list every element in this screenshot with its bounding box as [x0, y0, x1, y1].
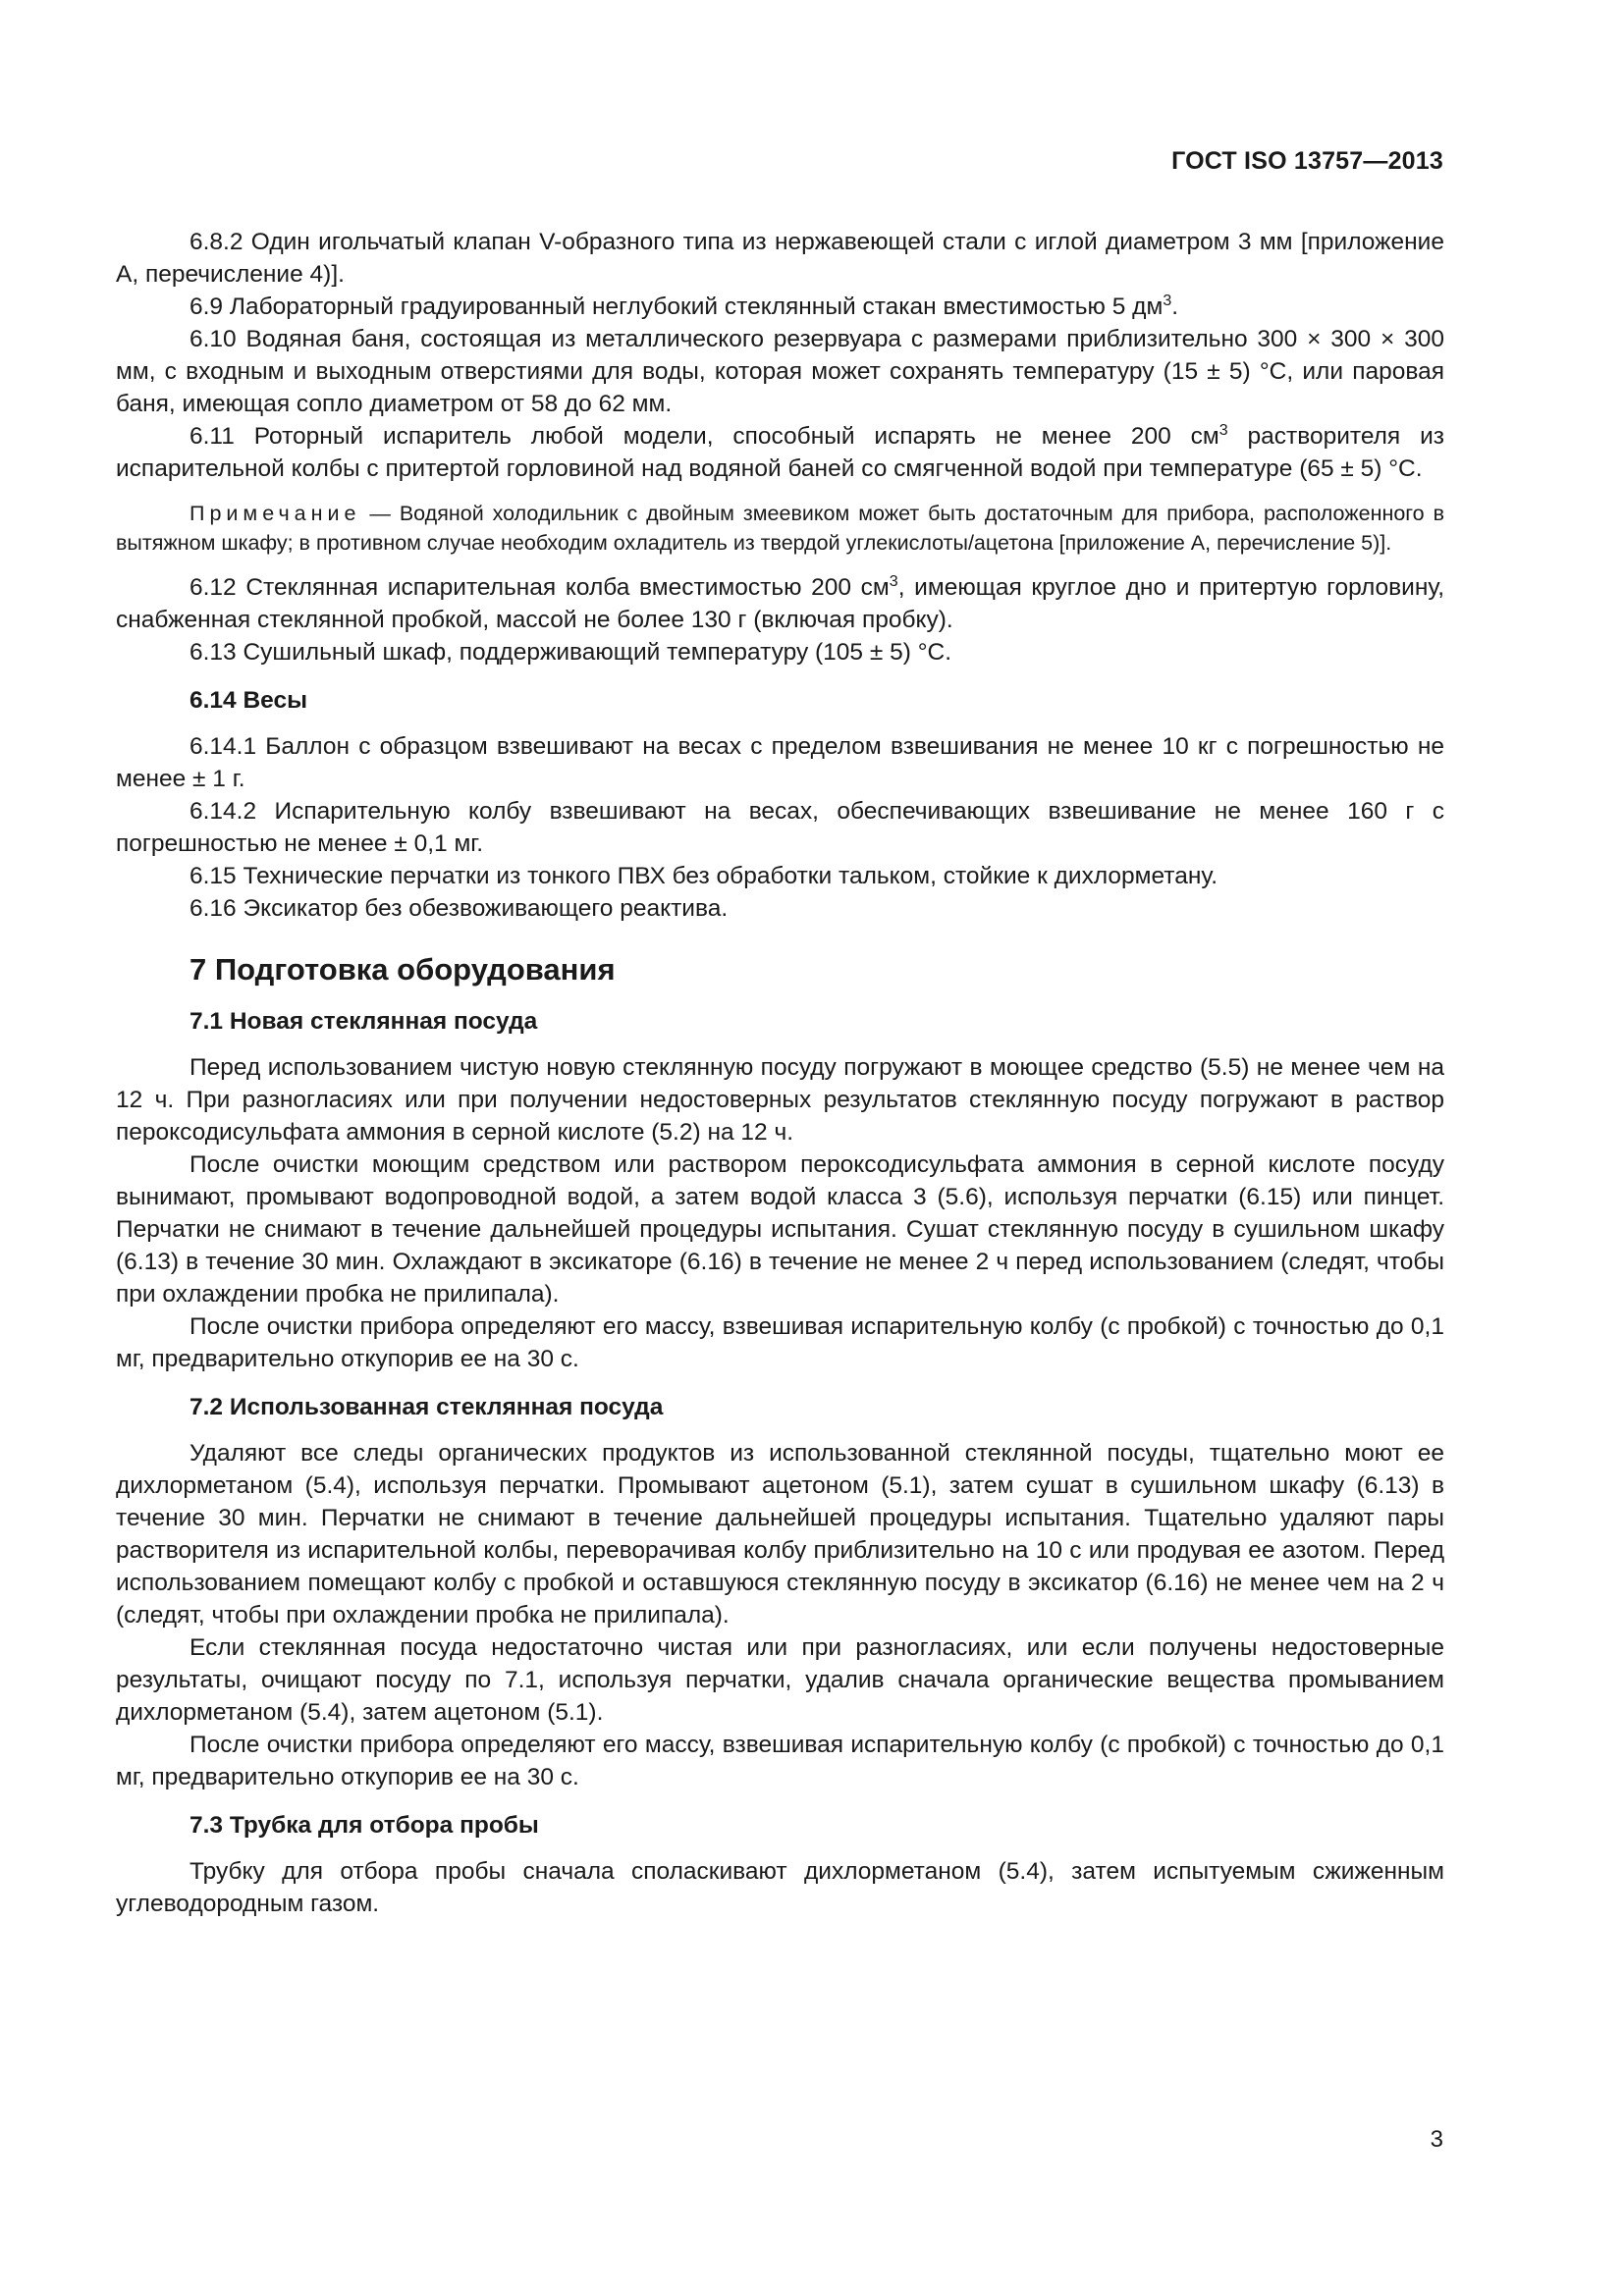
section-heading-7: 7 Подготовка оборудования — [189, 952, 616, 987]
paragraph-7-3-a: Трубку для отбора пробы сначала споласкивают дихлорметаном (5.4), затем испытуемым сжиженным углеводородным газом. — [116, 1858, 1444, 1917]
paragraph-6-9 — [116, 291, 1444, 323]
note-label: Примечание — [189, 502, 361, 525]
paragraph-6-12 — [116, 571, 1444, 636]
note-text: — Водяной холодильник с двойным змеевиком может быть достаточным для прибора, расположенного в вытяжном шкафу; в противном случае необходим охладитель из твердой углекислоты/ацетона [приложение А, перечисление 5)]. — [116, 502, 1444, 555]
heading-7-1: 7.1 Новая стеклянная посуда — [189, 1008, 538, 1035]
paragraph-6-9-end: . — [1171, 294, 1179, 320]
paragraph-6-11-text: 6.11 Роторный испаритель любой модели, способный испарять не менее 200 см — [189, 423, 1219, 450]
paragraph-6-9-text: 6.9 Лабораторный градуированный неглубокий стеклянный стакан вместимостью 5 дм — [189, 294, 1164, 320]
heading-7-3: 7.3 Трубка для отбора пробы — [189, 1812, 539, 1839]
note-paragraph — [116, 499, 1444, 558]
paragraph-6-14-2: 6.14.2 Испарительную колбу взвешивают на весах, обеспечивающих взвешивание не менее 160 г с погрешностью не менее ± 0,1 мг. — [116, 798, 1444, 857]
paragraph-7-2-c: После очистки прибора определяют его массу, взвешивая испарительную колбу (с пробкой) с точностью до 0,1 мг, предварительно откупорив ее на 30 с. — [116, 1732, 1444, 1790]
page-number: 3 — [1430, 2126, 1443, 2153]
superscript-3: 3 — [1163, 292, 1172, 309]
paragraph-6-14-1: 6.14.1 Баллон с образцом взвешивают на весах с пределом взвешивания не менее 10 кг с погрешностью не менее ± 1 г. — [116, 733, 1444, 792]
paragraph-6-13: 6.13 Сушильный шкаф, поддерживающий температуру (105 ± 5) °С. — [189, 639, 952, 666]
superscript-3: 3 — [1218, 421, 1228, 439]
paragraph-7-1-b: После очистки моющим средством или раствором пероксодисульфата аммония в серной кислоте посуду вынимают, промывают водопроводной водой, а затем водой класса 3 (5.6), используя перчатки (6.15) или пинцет. Перчатки не снимают в течение дальнейшей процедуры испытания. Сушат стеклянную посуду в сушильном шкафу (6.13) в течение 30 мин. Охлаждают в эксикаторе (6.16) в течение не менее 2 ч перед использованием (следят, чтобы при охлаждении пробка не прилипала). — [116, 1151, 1444, 1308]
paragraph-6-10: 6.10 Водяная баня, состоящая из металлического резервуара с размерами приблизительно 300 × 300 × 300 мм, с входным и выходным отверстиями для воды, которая может сохранять температуру (15 ± 5) °С, или паровая баня, имеющая сопло диаметром от 58 до 62 мм. — [116, 326, 1444, 417]
paragraph-7-2-a: Удаляют все следы органических продуктов из использованной стеклянной посуды, тщательно моют ее дихлорметаном (5.4), используя перчатки. Промывают ацетоном (5.1), затем сушат в сушильном шкафу (6.13) в течение 30 мин. Перчатки не снимают в течение дальнейшей процедуры испытания. Тщательно удаляют пары растворителя из испарительной колбы, переворачивая колбу приблизительно на 10 с или продувая ее азотом. Перед использованием помещают колбу с пробкой и оставшуюся стеклянную посуду в эксикатор (6.16) не менее чем на 2 ч (следят, чтобы при охлаждении пробка не прилипала). — [116, 1440, 1444, 1629]
paragraph-6-11 — [116, 420, 1444, 485]
paragraph-7-1-a: Перед использованием чистую новую стеклянную посуду погружают в моющее средство (5.5) не менее чем на 12 ч. При разногласиях или при получении недостоверных результатов стеклянную посуду погружают в раствор пероксодисульфата аммония в серной кислоте (5.2) на 12 ч. — [116, 1054, 1444, 1146]
paragraph-6-12-text: 6.12 Стеклянная испарительная колба вместимостью 200 см — [189, 574, 890, 601]
paragraph-6-16: 6.16 Эксикатор без обезвоживающего реактива. — [189, 895, 729, 922]
paragraph-6-8-2: 6.8.2 Один игольчатый клапан V-образного типа из нержавеющей стали с иглой диаметром 3 мм [приложение А, перечисление 4)]. — [116, 229, 1444, 288]
heading-7-2: 7.2 Использованная стеклянная посуда — [189, 1394, 664, 1420]
document-body — [116, 226, 1444, 1920]
superscript-3: 3 — [889, 572, 898, 590]
paragraph-7-2-b: Если стеклянная посуда недостаточно чистая или при разногласиях, или если получены недостоверные результаты, очищают посуду по 7.1, используя перчатки, удалив сначала органические вещества промыванием дихлорметаном (5.4), затем ацетоном (5.1). — [116, 1634, 1444, 1726]
heading-6-14: 6.14 Весы — [189, 687, 308, 714]
paragraph-6-12-end: , имеющая круглое дно и притертую горловину, снабженная стеклянной пробкой, массой не более 130 г (включая пробку). — [116, 574, 1444, 633]
document-code-header: ГОСТ ISO 13757—2013 — [1171, 147, 1443, 175]
paragraph-7-1-c: После очистки прибора определяют его массу, взвешивая испарительную колбу (с пробкой) с точностью до 0,1 мг, предварительно откупорив ее на 30 с. — [116, 1313, 1444, 1372]
paragraph-6-11-end: растворителя из испарительной колбы с притертой горловиной над водяной баней со смягченной водой при температуре (65 ± 5) °С. — [116, 423, 1444, 482]
paragraph-6-15: 6.15 Технические перчатки из тонкого ПВХ без обработки тальком, стойкие к дихлорметану. — [189, 863, 1218, 889]
